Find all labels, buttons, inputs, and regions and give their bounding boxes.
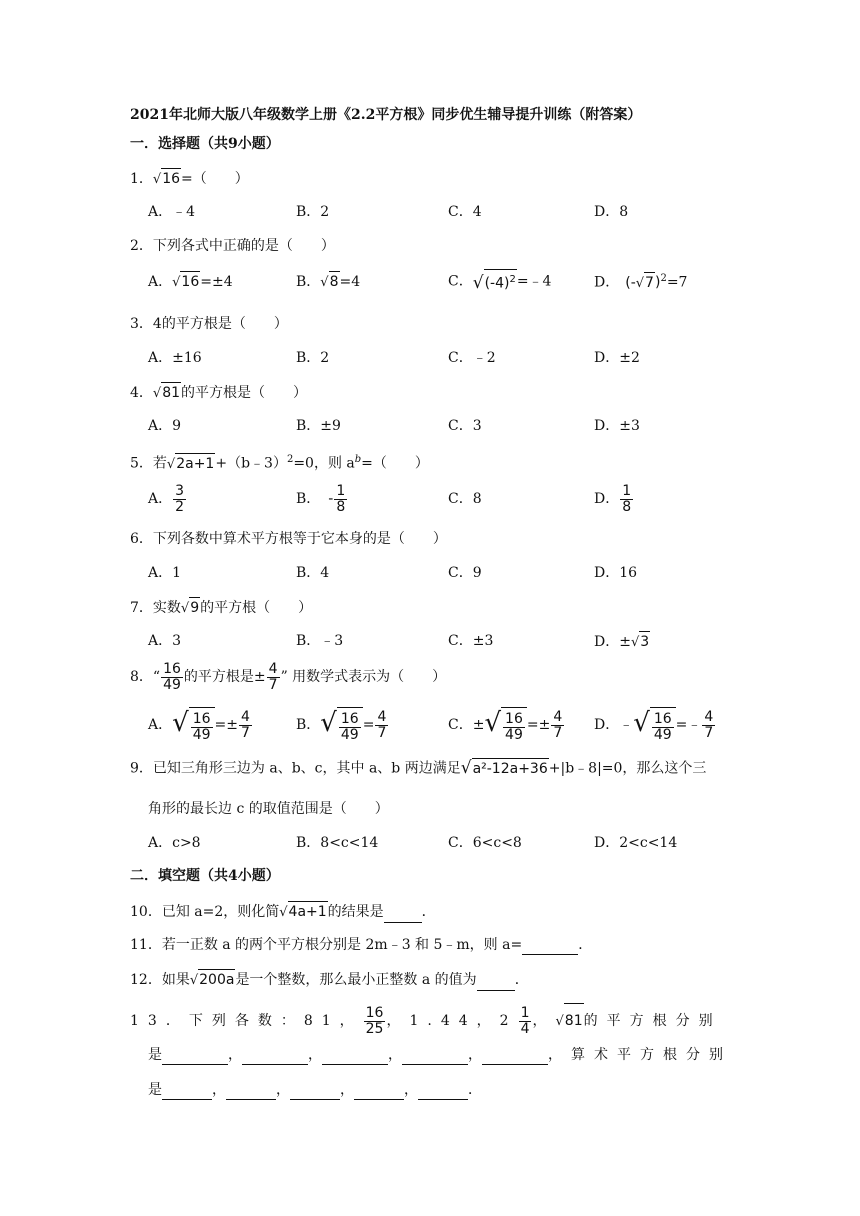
question-13-line3: 是 ， ， ， ， ． (148, 1082, 482, 1098)
option-a[interactable]: A．1 (148, 565, 182, 581)
question-number: 1． (130, 171, 153, 187)
fraction: $\frac{4}{7}$ (553, 708, 563, 741)
question-13: 13．下列各数：81， $\frac{16}{25}$ ，1.44，2 $\frac{1}{4}$ ，√81的平方根分别 (130, 1003, 722, 1039)
sqrt-expression: √a²-12a+36 (460, 758, 548, 778)
option-a[interactable]: A．c>8 (148, 835, 201, 851)
sqrt-expression: √ $\frac{16}{49}$ (633, 704, 675, 746)
question-11: 11．若一正数 a 的两个平方根分别是 2m﹣3 和 5﹣m，则 a= ． (130, 937, 593, 953)
option-d[interactable]: D．﹣√ $\frac{16}{49}$ =﹣ $\frac{4}{7}$ (594, 704, 716, 746)
option-b[interactable]: B．√8=4 (296, 271, 360, 293)
option-d[interactable]: D． $(-√7)^2=7$ (594, 269, 687, 294)
sqrt-expression: √16 (153, 168, 181, 190)
option-c[interactable]: C．±√ $\frac{16}{49}$ =± $\frac{4}{7}$ (448, 704, 565, 746)
sqrt-expression: √7 (636, 272, 655, 294)
question-2: 2．下列各式中正确的是（ ） (130, 238, 335, 254)
answer-blank[interactable] (477, 976, 515, 991)
sqrt-expression: $√(-4)^2$ (473, 269, 517, 294)
question-13-line2: 是 ， ， ， ， ，算术平方根分别 (148, 1047, 732, 1063)
option-d[interactable]: D．2<c<14 (594, 835, 678, 851)
sqrt-expression: √81 (555, 1003, 583, 1039)
option-d[interactable]: D． $\frac{1}{8}$ (594, 482, 632, 515)
sqrt-expression: √ $\frac{16}{49}$ (484, 704, 526, 746)
fraction: $\frac{4}{7}$ (241, 708, 250, 741)
question-1 (130, 168, 249, 190)
sqrt-expression: √81 (153, 382, 181, 404)
answer-blank[interactable] (418, 1085, 468, 1100)
fraction: $\frac{4}{7}$ (268, 660, 278, 693)
question-8: 8．“ $\frac{16}{49}$ 的平方根是± $\frac{4}{7}$ ” 用数学式表示为（ ） (130, 660, 447, 693)
question-stem: =（ ） (181, 171, 249, 187)
option-b[interactable]: B．√ $\frac{16}{49}$ = $\frac{4}{7}$ (296, 704, 389, 746)
question-6: 6．下列各数中算术平方根等于它本身的是（ ） (130, 531, 447, 547)
option-b[interactable]: B． - $\frac{1}{8}$ (296, 482, 346, 515)
option-c[interactable]: C．±3 (448, 633, 494, 649)
answer-blank[interactable] (290, 1085, 340, 1100)
option-a[interactable]: A．±16 (148, 350, 202, 366)
question-12: 12．如果√200a是一个整数，那么最小正整数 a 的值为 ． (130, 969, 529, 991)
question-3: 3．4的平方根是（ ） (130, 316, 288, 332)
sqrt-expression: √8 (320, 271, 339, 293)
answer-blank[interactable] (354, 1085, 404, 1100)
option-b[interactable]: B．8<c<14 (296, 835, 379, 851)
answer-blank[interactable] (522, 940, 578, 955)
option-d[interactable]: D．8 (594, 204, 629, 220)
option-b[interactable]: B．﹣3 (296, 633, 344, 649)
section-heading-choice: 一．选择题（共9小题） (130, 136, 280, 152)
answer-blank[interactable] (322, 1050, 388, 1065)
sqrt-expression: √16 (172, 271, 200, 293)
sqrt-expression: √2a+1 (167, 453, 215, 475)
option-b[interactable]: B．4 (296, 565, 330, 581)
option-c[interactable]: C．$√(-4)^2=﹣4$ (448, 269, 551, 294)
option-b[interactable]: B．±9 (296, 418, 341, 434)
sqrt-expression: √4a+1 (279, 901, 327, 923)
option-a[interactable]: A．√16=±4 (148, 271, 233, 293)
sqrt-expression: √ $\frac{16}{49}$ (172, 704, 214, 746)
option-b[interactable]: B．2 (296, 350, 330, 366)
section-heading-fill: 二．填空题（共4小题） (130, 868, 280, 884)
fraction: $\frac{4}{7}$ (704, 708, 714, 741)
answer-blank[interactable] (384, 908, 422, 923)
option-d[interactable]: D．±2 (594, 350, 640, 366)
option-d[interactable]: D．±3 (594, 418, 640, 434)
fraction: $\frac{1}{8}$ (336, 482, 346, 515)
sqrt-expression: √3 (631, 631, 650, 653)
sqrt-expression: √ $\frac{16}{49}$ (320, 704, 362, 746)
answer-blank[interactable] (242, 1050, 308, 1065)
question-10: 10．已知 a=2，则化简√4a+1的结果是 ． (130, 901, 436, 923)
option-c[interactable]: C．﹣2 (448, 350, 496, 366)
fraction: $\frac{1}{8}$ (622, 482, 632, 515)
fraction: $\frac{16}{25}$ (365, 1004, 384, 1037)
sqrt-expression: √9 (181, 597, 200, 619)
fraction: $\frac{4}{7}$ (377, 708, 387, 741)
option-d[interactable]: D．±√3 (594, 631, 650, 653)
option-b[interactable]: B．2 (296, 204, 330, 220)
option-c[interactable]: C．4 (448, 204, 482, 220)
answer-blank[interactable] (482, 1050, 548, 1065)
option-a[interactable]: A．√ $\frac{16}{49}$ =± $\frac{4}{7}$ (148, 704, 253, 746)
answer-blank[interactable] (162, 1085, 212, 1100)
answer-blank[interactable] (226, 1085, 276, 1100)
option-a[interactable]: A．9 (148, 418, 182, 434)
option-a[interactable]: A． $\frac{3}{2}$ (148, 482, 185, 515)
page-title: 2021年北师大版八年级数学上册《2.2平方根》同步优生辅导提升训练（附答案） (130, 107, 642, 123)
option-d[interactable]: D．16 (594, 565, 638, 581)
option-a[interactable]: A．3 (148, 633, 182, 649)
question-9-continued: 角形的最长边 c 的取值范围是（ ） (148, 801, 389, 817)
sqrt-expression: √200a (190, 969, 236, 991)
question-5: 5．若√2a+1+（b﹣3）$^2$=0，则 $a^b=$（ ） (130, 450, 429, 475)
option-c[interactable]: C．3 (448, 418, 482, 434)
answer-blank[interactable] (162, 1050, 228, 1065)
option-c[interactable]: C．8 (448, 491, 482, 507)
fraction: $\frac{3}{2}$ (175, 482, 185, 515)
question-4: 4．√81的平方根是（ ） (130, 382, 307, 404)
fraction: $\frac{16}{49}$ (163, 660, 181, 693)
question-7: 7．实数√9的平方根（ ） (130, 597, 312, 619)
option-c[interactable]: C．9 (448, 565, 482, 581)
question-9: 9．已知三角形三边为 a、b、c，其中 a、b 两边满足√a²-12a+36+|b﹣8|=0，那么这个三 (130, 758, 707, 778)
option-c[interactable]: C．6<c<8 (448, 835, 522, 851)
fraction: $\frac{1}{4}$ (520, 1004, 530, 1037)
option-a[interactable]: A．﹣4 (148, 204, 196, 220)
answer-blank[interactable] (402, 1050, 468, 1065)
